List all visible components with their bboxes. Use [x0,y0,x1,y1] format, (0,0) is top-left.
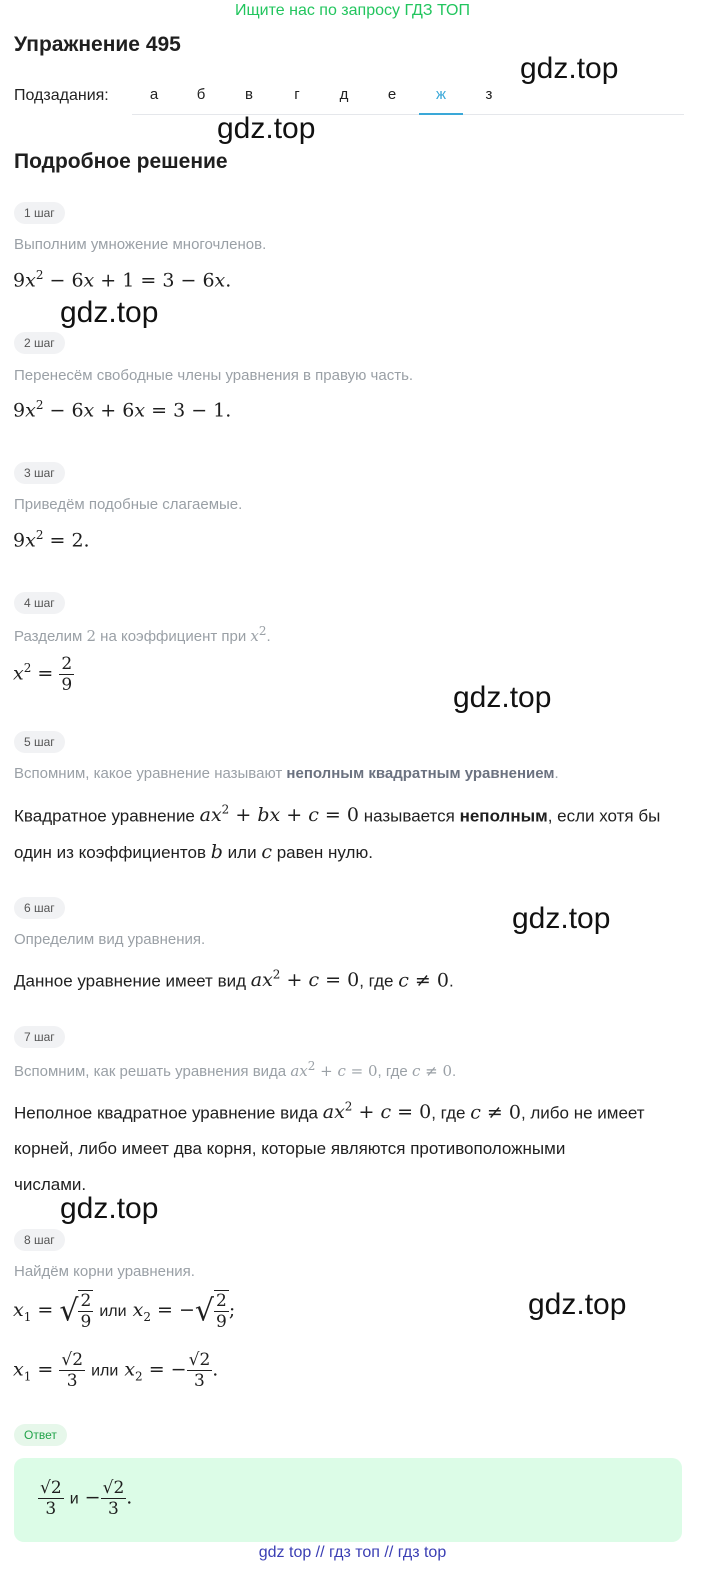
footer-link[interactable]: gdz top [258,1544,312,1561]
text-part: или [227,843,257,863]
step-badge: 7 шаг [14,1026,65,1048]
footer-links [0,1544,705,1562]
step-description: Перенесём свободные члены уравнения в правую часть. [14,367,414,384]
text-part: , где [359,971,394,991]
promo-banner[interactable]: Ищите нас по запросу ГДЗ ТОП [235,2,470,19]
step-text: Квадратное уравнение $ax^2$ + bx + c = 0 называется неполным, если хотя бы один из коэффициентов b или c равен нулю. [14,803,661,864]
step-description: Определим вид уравнения. [14,931,206,948]
watermark: gdz.top [60,1192,159,1225]
step-equation: $9x^2 - 6x + 6x = 3 - 1$. [13,398,232,422]
subtasks-label: Подзадания: [14,87,109,104]
text-part: , если хотя бы [547,806,661,826]
step-equation: $x_1$ = $\frac{√2}{3}$ или $x_2$ = − $\frac{√2}{3}$ . [13,1350,219,1391]
watermark: gdz.top [60,296,159,329]
desc-text: Вспомним, как решать уравнения вида [14,1063,287,1080]
step-badge: 8 шаг [14,1229,65,1251]
or-text: или [99,1303,127,1320]
step-text: Данное уравнение имеет вид $ax^2 + c = 0$, где c ≠ 0. [14,968,454,992]
text-part: называется [363,806,455,826]
step-description: Вспомним, как решать уравнения вида $ax^2 + c = 0$, где c ≠ 0. [14,1059,457,1080]
footer-separator: // [311,1544,330,1561]
step-equation: $x_1$ = √ $\frac{2}{9}$ или $x_2$ = −√ $\frac{2}{9}$ ; [13,1291,236,1332]
step-badge: 5 шаг [14,731,65,753]
desc-text: Вспомним, какое уравнение называют [14,765,283,782]
tab-e[interactable]: е [387,86,397,103]
tab-d[interactable]: д [339,86,349,103]
desc-text: на коэффициент при [100,628,247,645]
or-text: или [91,1362,119,1380]
step-badge: 2 шаг [14,332,65,354]
watermark: gdz.top [528,1288,627,1321]
desc-text: , где [377,1063,408,1080]
desc-bold: неполным квадратным уравнением [286,765,555,782]
tab-g[interactable]: г [294,86,300,103]
step-badge: 3 шаг [14,462,65,484]
footer-link[interactable]: гдз top [397,1544,447,1561]
step-description: Найдём корни уравнения. [14,1263,195,1280]
step-badge: 1 шаг [14,202,65,224]
watermark: gdz.top [520,52,619,85]
footer-link[interactable]: гдз топ [329,1544,380,1561]
text-part: корней, либо имеет два корня, которые являются противоположными [14,1139,566,1159]
text-part: равен нулю. [276,843,373,863]
step-badge: 4 шаг [14,592,65,614]
step-equation: $9x^2 - 6x + 1 = 3 - 6x$. [13,268,232,292]
text-part: один из коэффициентов [14,843,207,863]
text-part: Квадратное уравнение [14,806,195,826]
step-equation: $x^2$ = $\frac{2}{9}$ [13,654,73,695]
tab-v[interactable]: в [245,86,253,103]
tab-a[interactable]: а [149,86,159,103]
text-bold: неполным [459,806,548,826]
watermark: gdz.top [453,681,552,714]
tab-zh[interactable]: ж [419,86,463,115]
and-text: и [69,1490,79,1508]
step-description: Выполним умножение многочленов. [14,236,267,253]
step-description: Вспомним, какое уравнение называют неполным квадратным уравнением. [14,765,559,782]
footer-separator: // [379,1544,398,1561]
text-part: , либо не имеет [520,1103,645,1123]
tab-b[interactable]: б [196,86,206,103]
solution-title: Подробное решение [14,150,228,173]
watermark: gdz.top [217,112,316,145]
step-text: Неполное квадратное уравнение вида $ax^2 + c = 0$, где c ≠ 0, либо не имеет корней, либо имеет два корня, которые являются противоположными числами. [14,1100,645,1195]
text-part: , где [431,1103,466,1123]
step-description: Приведём подобные слагаемые. [14,496,243,513]
step-description: Разделим 2 на коэффициент при $x^2$. [14,624,271,645]
text-part: числами. [14,1175,87,1195]
answer-box [14,1458,682,1542]
text-part: Данное уравнение имеет вид [14,971,247,991]
text-part: Неполное квадратное уравнение вида [14,1103,319,1123]
step-equation: $9x^2 = 2$. [13,528,90,552]
desc-text: Разделим [14,628,83,645]
step-badge: 6 шаг [14,897,65,919]
page-title: Упражнение 495 [14,33,181,56]
watermark: gdz.top [512,902,611,935]
tab-z[interactable]: з [485,86,493,103]
answer-equation: $\frac{√2}{3}$ и − $\frac{√2}{3}$ . [40,1478,133,1519]
answer-badge: Ответ [14,1424,67,1446]
